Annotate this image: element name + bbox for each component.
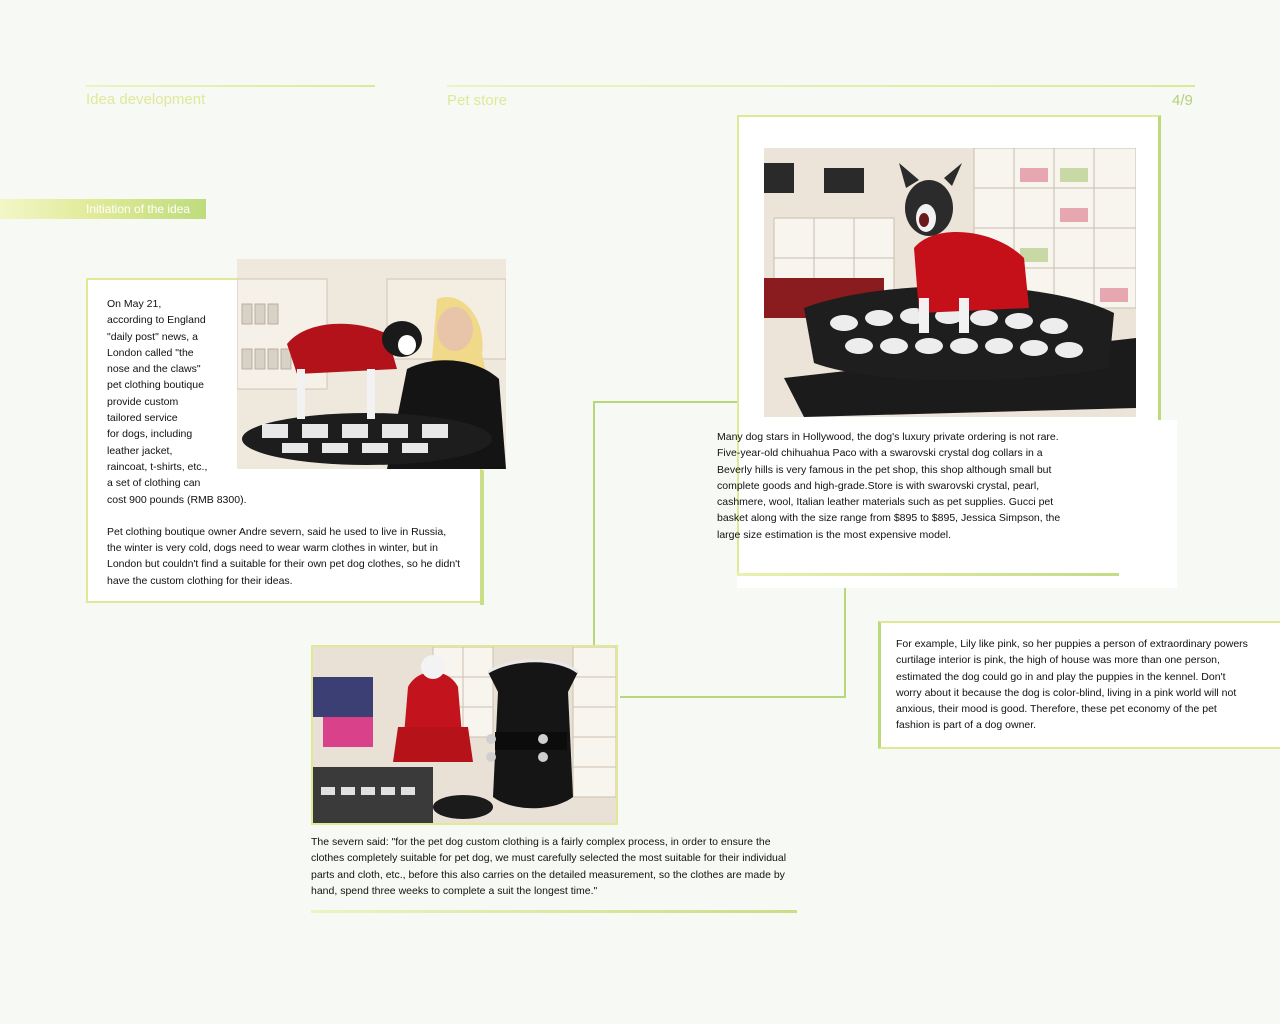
connector-story4-to-story3 (620, 576, 845, 697)
story1-line: leather jacket, (107, 444, 173, 457)
story4-text (311, 834, 791, 899)
story1-line: London called "the (107, 346, 194, 359)
story2-paragraph: Many dog stars in Hollywood, the dog's luxury private ordering is not rare. Five-year-old chihuahua Paco with a swarovski crystal dog collars in a Beverly hills is very famous in the pet shop, this shop although small but complete goods and high-grade.Store is with swarovski crystal, pearl, cashmere, wool, Italian leather materials such as pet supplies. Gucci pet basket along with the size range from $895 to $895, Jessica Simpson, the large size estimation is the most expensive model. (717, 431, 1061, 541)
photo-chihuahua-on-cushion-art (764, 148, 1136, 417)
section-tab-label: Initiation of the idea (86, 202, 191, 216)
story2-frame-bottom (737, 573, 1119, 576)
story2-text (717, 429, 1077, 543)
story1-line: raincoat, t-shirts, etc., (107, 460, 208, 473)
story3-paragraph: For example, Lily like pink, so her puppies a person of extraordinary powers curtilage interior is pink, the high of house was more than one person, estimated the dog could go in and play the puppies in the kennel. Don't worry about it because the dog is color-blind, living in a pink world will not anxious, their mood is good. Therefore, these pet economy of the pet fashion is part of a dog owner. (896, 638, 1248, 732)
story1-line: cost 900 pounds (RMB 8300). (107, 493, 247, 506)
page-indicator: 4/9 (1172, 92, 1193, 109)
story1-paragraph1 (107, 296, 463, 508)
story1-line: for dogs, including (107, 428, 193, 441)
story3-text (896, 636, 1252, 734)
story1-paragraph2: Pet clothing boutique owner Andre severn, said he used to live in Russia, the winter is very cold, dogs need to wear warm clothes in winter, but in London but couldn't find a suitable for their own pet dog clothes, so he didn't have the custom clothing for their ideas. (107, 525, 461, 587)
photo-chihuahua-on-cushion (764, 148, 1136, 417)
story1-line: "daily post" news, a (107, 330, 198, 343)
story1-text (107, 296, 463, 589)
story1-line: a set of clothing can (107, 477, 201, 490)
story1-line: On May 21, (107, 298, 162, 310)
photo-dog-coat-display-art (313, 647, 616, 823)
story1-frame-accent (480, 470, 484, 605)
section-title: Idea development (86, 91, 206, 108)
story1-line: tailored service (107, 412, 178, 425)
topic-title: Pet store (447, 92, 508, 109)
photo-dog-coat-display (311, 645, 618, 825)
story1-line: provide custom (107, 395, 179, 408)
story4-bottom-rule (311, 910, 797, 913)
story1-line: according to England (107, 314, 206, 327)
story1-line: nose and the claws" (107, 363, 201, 376)
story1-line: pet clothing boutique (107, 379, 204, 392)
story4-paragraph: The severn said: "for the pet dog custom clothing is a fairly complex process, in order to ensure the clothes completely suitable for pet dog, we must carefully selected the most suitable for their individual parts and cloth, etc., before this also carries on the detailed measurement, so the clothes are made by hand, spend three weeks to complete a suit the longest time." (311, 836, 787, 897)
